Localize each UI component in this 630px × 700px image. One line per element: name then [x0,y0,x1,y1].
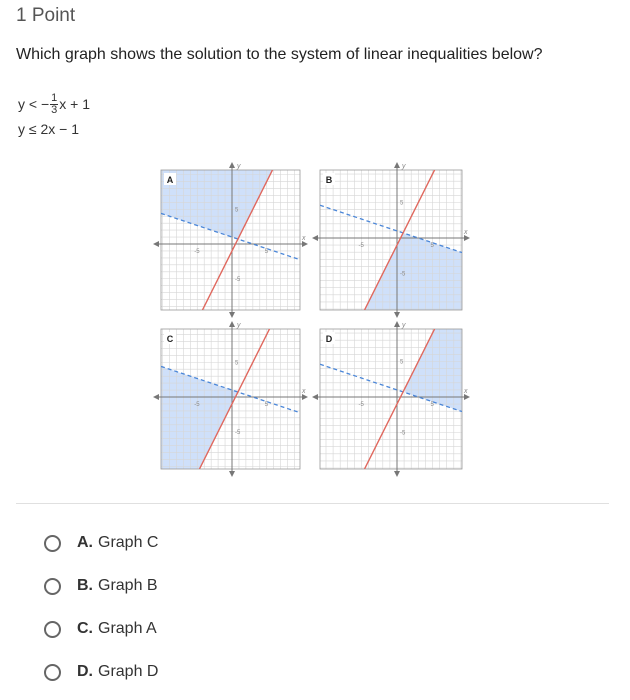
inequality-2: y ≤ 2x − 1 [18,121,79,137]
arrow-up-icon [229,162,235,168]
x-axis-label: x [464,388,468,395]
arrow-up-icon [394,162,400,168]
option-text: Graph B [98,577,158,594]
tick-label: 5 [264,402,269,408]
radio-button[interactable] [44,664,61,681]
option-a[interactable] [44,534,158,552]
tick-label: 5 [400,200,404,207]
x-axis-label: x [302,388,306,395]
option-d[interactable] [44,663,158,681]
tick-label: 5 [264,249,269,255]
tick-label: -5 [400,430,406,437]
ineq1-right: x + 1 [59,96,91,112]
question-text: Which graph shows the solution to the system of linear inequalities below? [16,46,543,63]
tick-label: 5 [235,207,239,214]
option-letter: B. [77,577,93,594]
tick-label: -5 [235,276,241,283]
arrow-down-icon [229,312,235,318]
radio-button[interactable] [44,578,61,595]
fraction-numerator: 1 [51,91,58,104]
tick-label: -5 [194,249,200,255]
arrow-up-icon [229,321,235,327]
graph-label: B [325,175,333,185]
radio-button[interactable] [44,535,61,552]
tick-label: 5 [430,402,434,408]
arrow-up-icon [394,321,400,327]
graph-label: C [166,334,174,344]
tick-label: -5 [358,402,364,408]
tick-label: 5 [400,359,404,366]
tick-label: -5 [235,429,241,436]
x-axis-label: x [464,229,468,236]
option-b[interactable] [44,577,158,595]
option-text: Graph A [98,620,157,637]
ineq1-left: y < − [18,96,50,112]
y-axis-label: y [237,322,241,329]
option-text: Graph D [98,663,159,680]
tick-label: -5 [194,402,200,408]
arrow-down-icon [394,312,400,318]
tick-label: -5 [400,271,406,278]
arrow-down-icon [229,471,235,477]
arrow-left-icon [312,394,318,400]
arrow-left-icon [153,394,159,400]
fraction-denominator: 3 [51,103,58,116]
option-letter: C. [77,620,93,637]
tick-label: -5 [358,243,364,249]
divider [16,503,609,504]
x-axis-label: x [302,235,306,242]
graph-label: A [166,175,174,185]
arrow-left-icon [153,241,159,247]
graph-label: D [325,334,333,344]
tick-label: 5 [430,243,434,249]
arrow-left-icon [312,235,318,241]
tick-label: 5 [235,360,239,367]
y-axis-label: y [402,322,406,329]
option-c[interactable] [44,620,157,638]
option-text: Graph C [98,534,159,551]
y-axis-label: y [402,163,406,170]
option-letter: A. [77,534,93,551]
y-axis-label: y [237,163,241,170]
option-letter: D. [77,663,93,680]
arrow-down-icon [394,471,400,477]
points-label: 1 Point [16,5,76,26]
radio-button[interactable] [44,621,61,638]
